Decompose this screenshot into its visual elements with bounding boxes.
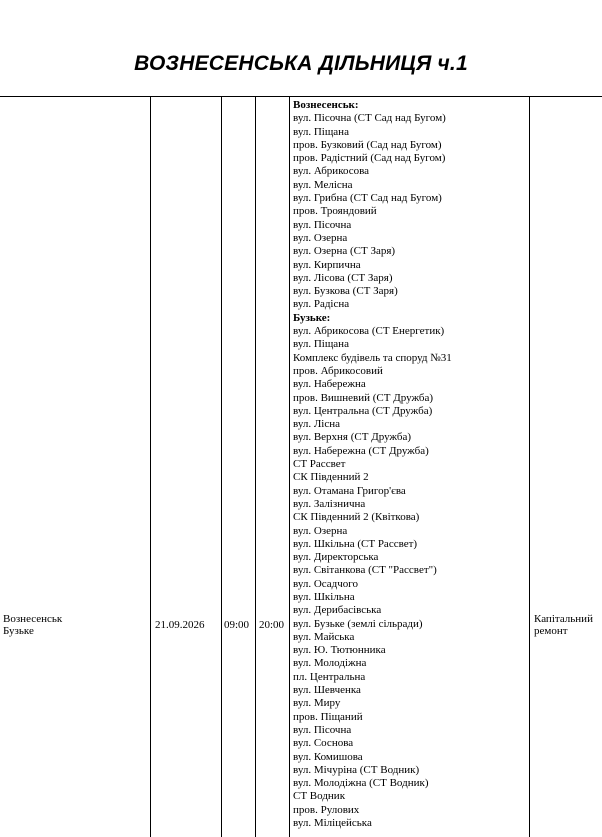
street-item: пров. Вишневий (СТ Дружба) [293,391,434,404]
locality-line: Вознесенськ [3,613,63,625]
street-item: пров. Рулових [293,803,360,816]
street-item: вул. Лісова (СТ Заря) [293,271,393,284]
locality-header: Вознесенськ: [293,99,359,111]
street-item: вул. Пісочна [293,218,352,231]
street-item: вул. Абрикосова [293,165,370,178]
locality-cell [3,613,62,637]
street-item: вул. Молодіжна (СТ Водник) [293,777,429,790]
street-item: вул. Верхня (СТ Дружба) [293,431,412,444]
street-item: вул. Кирпична [293,258,361,271]
start-time-cell: 09:00 [224,619,250,631]
street-item: вул. Отамана Григор'єва [293,484,406,497]
reason-line: ремонт [534,625,568,637]
street-item: вул. Мелісна [293,178,353,191]
street-item: СТ Водник [293,790,346,803]
street-item: вул. Міліцейська [293,817,372,830]
column-divider [255,96,256,837]
street-item: СТ Рассвет [293,458,346,471]
reason-line: Капітальний [534,613,593,625]
street-item: вул. Абрикосова (СТ Енергетик) [293,325,445,338]
column-divider [529,96,530,837]
column-divider [289,96,290,837]
column-divider [221,96,222,837]
date-cell: 21.09.2026 [155,619,205,631]
streets-list [293,99,527,830]
street-item: вул. Комишова [293,750,363,763]
street-item: пров. Піщаний [293,710,363,723]
street-item: вул. Шкільна [293,590,355,603]
street-item: вул. Озерна [293,524,348,537]
street-item: вул. Соснова [293,737,354,750]
street-item: вул. Шкільна (СТ Рассвет) [293,537,418,550]
page-title: ВОЗНЕСЕНСЬКА ДІЛЬНИЦЯ ч.1 [134,52,468,75]
street-item: вул. Майська [293,630,355,643]
street-item: пл. Центральна [293,670,366,683]
street-item: СК Південний 2 (Квіткова) [293,511,420,524]
table-top-border [0,96,602,97]
street-item: пров. Абрикосовий [293,364,383,377]
street-item: вул. Піщана [293,338,349,351]
street-item: вул. Директорська [293,551,379,564]
street-item: вул. Мічуріна (СТ Водник) [293,763,420,776]
street-item: вул. Пісочна (СТ Сад над Бугом) [293,112,446,125]
street-item: вул. Молодіжна [293,657,367,670]
street-item: вул. Грибна (СТ Сад над Бугом) [293,192,442,205]
street-item: вул. Миру [293,697,341,710]
street-item: вул. Озерна [293,231,348,244]
street-item: Комплекс будівель та споруд №31 [293,351,452,364]
street-item: вул. Бузьке (землі сільради) [293,617,423,630]
street-item: вул. Радісна [293,298,350,311]
street-item: вул. Піщана [293,125,349,138]
street-item: вул. Озерна (СТ Заря) [293,245,396,258]
street-item: пров. Трояндовий [293,205,377,218]
street-item: вул. Набережна (СТ Дружба) [293,444,429,457]
street-item: вул. Центральна (СТ Дружба) [293,404,433,417]
street-item: вул. Набережна [293,378,366,391]
street-item: вул. Осадчого [293,577,359,590]
street-item: пров. Бузковий (Сад над Бугом) [293,138,442,151]
street-item: вул. Ю. Тютюнника [293,644,386,657]
street-item: вул. Дерибасівська [293,604,382,617]
locality-line: Бузьке [3,625,34,637]
street-item: вул. Світанкова (СТ "Рассвет") [293,564,437,577]
locality-header: Бузьке: [293,311,331,324]
street-item: вул. Лісна [293,418,340,431]
street-item: вул. Залізнична [293,497,366,510]
street-item: СК Південний 2 [293,471,369,484]
street-item: вул. Бузкова (СТ Заря) [293,285,398,298]
street-item: пров. Радістний (Сад над Бугом) [293,152,446,165]
reason-cell [534,613,593,637]
end-time-cell: 20:00 [259,619,285,631]
column-divider [150,96,151,837]
street-item: вул. Шевченка [293,684,361,697]
street-item: вул. Пісочна [293,723,352,736]
